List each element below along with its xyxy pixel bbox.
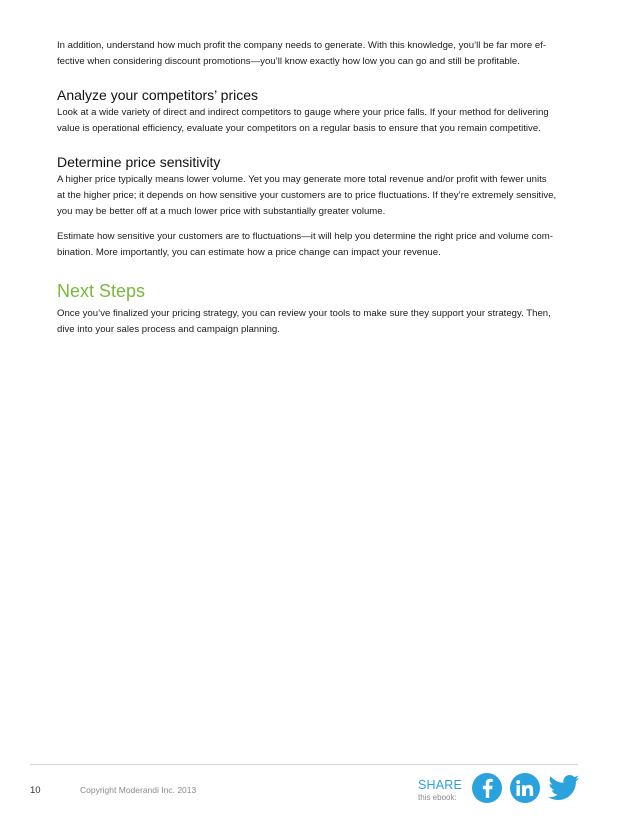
footer-divider bbox=[30, 764, 578, 765]
share-label: SHARE bbox=[418, 778, 463, 792]
competitors-line-2: value is operational efficiency, evaluate your competitors on a regular basis to ensure that you remain competitive. bbox=[57, 123, 541, 135]
next-steps-paragraph bbox=[57, 306, 587, 339]
linkedin-icon[interactable] bbox=[510, 773, 540, 803]
intro-line-1: In addition, understand how much profit the company needs to generate. With this knowledge, you’ll be far more ef- bbox=[57, 40, 547, 51]
share-sublabel: this ebook: bbox=[418, 793, 457, 802]
intro-paragraph bbox=[57, 38, 587, 71]
sensitivity-heading: Determine price sensitivity bbox=[57, 153, 221, 170]
page-content bbox=[57, 38, 587, 338]
sensitivity-p1-line-2: at the higher price; it depends on how sensitive your customers are to price fluctuations. If they’re extremely sensitive, bbox=[57, 190, 557, 202]
sensitivity-p1-line-1: A higher price typically means lower volume. Yet you may generate more total revenue and/or profit with fewer units bbox=[57, 173, 547, 185]
next-steps-heading: Next Steps bbox=[57, 280, 146, 301]
facebook-icon[interactable] bbox=[472, 773, 502, 803]
competitors-line-1: Look at a wide variety of direct and indirect competitors to gauge where your price falls. If your method for delivering bbox=[57, 106, 549, 118]
sensitivity-p2-line-1: Estimate how sensitive your customers are to fluctuations—it will help you determine the right price and volume com- bbox=[57, 230, 553, 242]
share-callout bbox=[418, 778, 478, 804]
copyright-notice: Copyright Moderandi Inc. 2013 bbox=[80, 785, 197, 795]
sensitivity-paragraph-2 bbox=[57, 229, 587, 262]
sensitivity-p1-line-3: you may be better off at a much lower price with substantially greater volume. bbox=[57, 206, 386, 218]
sensitivity-paragraph-1 bbox=[57, 172, 587, 221]
sensitivity-p2-line-2: bination. More importantly, you can estimate how a price change can impact your revenue. bbox=[57, 247, 441, 259]
page-footer bbox=[30, 764, 578, 804]
next-steps-line-2: dive into your sales process and campaign planning. bbox=[57, 324, 280, 336]
intro-line-2: fective when considering discount promotions—you’ll know exactly how low you can go and still be profitable. bbox=[57, 56, 520, 68]
competitors-paragraph bbox=[57, 105, 587, 138]
twitter-icon[interactable] bbox=[548, 774, 580, 802]
competitors-heading: Analyze your competitors’ prices bbox=[57, 86, 259, 103]
page-number: 10 bbox=[30, 785, 41, 796]
next-steps-line-1: Once you’ve finalized your pricing strategy, you can review your tools to make sure they support your strategy. Then, bbox=[57, 307, 551, 319]
